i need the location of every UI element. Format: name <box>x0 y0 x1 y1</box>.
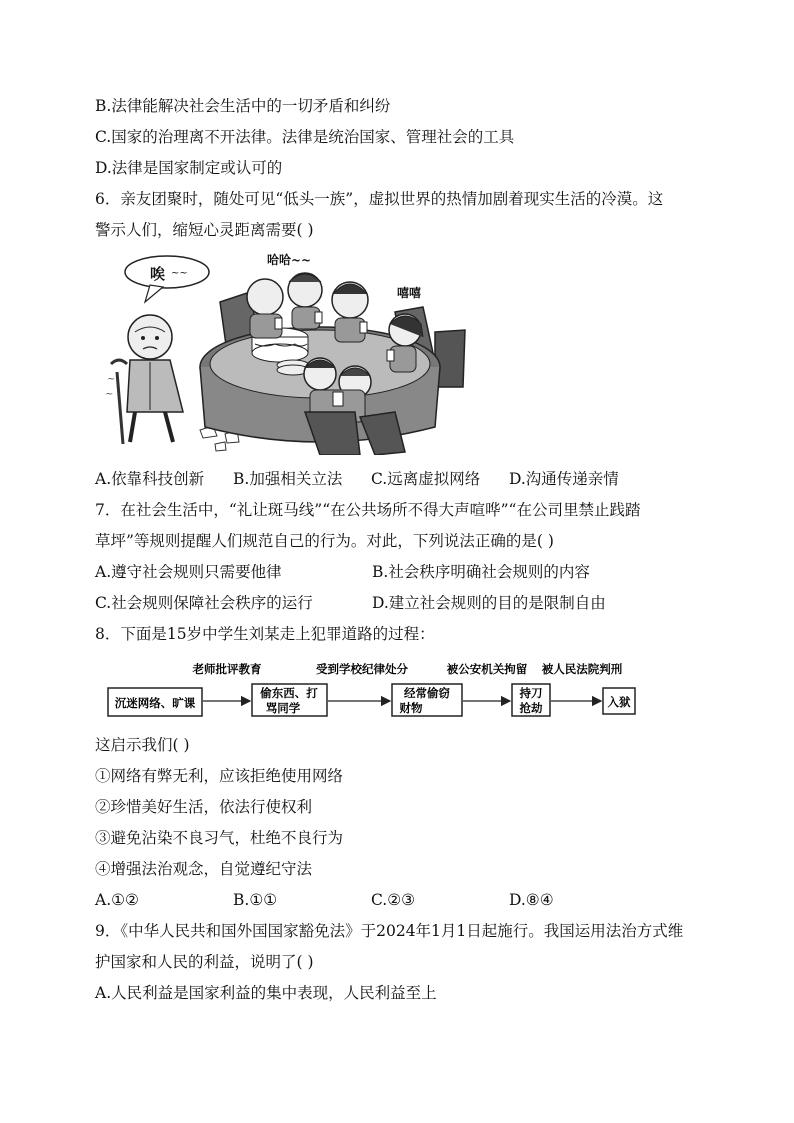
q6-option-a[interactable]: A.依靠科技创新 <box>95 470 205 488</box>
q7-stem-line2: 草坪”等规则提醒人们规范自己的行为。对此，下列说法正确的是( ) <box>95 532 554 550</box>
q6-option-d[interactable]: D.沟通传递亲情 <box>509 470 619 488</box>
q9-option-a[interactable]: A.人民利益是国家利益的集中表现，人民利益至上 <box>95 984 437 1002</box>
q8-statement-1: ①网络有弊无利，应该拒绝使用网络 <box>95 767 344 785</box>
q7-option-a[interactable]: A.遵守社会规则只需要他律 <box>95 563 282 581</box>
q5-option-c: C.国家的治理离不开法律。法律是统治国家、管理社会的工具 <box>95 128 515 146</box>
svg-text:~: ~ <box>107 374 116 385</box>
q8-prompt: 这启示我们( ) <box>95 736 190 754</box>
q6-stem-line2: 警示人们，缩短心灵距离需要( ) <box>95 221 314 239</box>
flow-arrow-label-4: 被人民法院判刑 <box>541 662 623 676</box>
speech-xixi: 嘻嘻 <box>397 286 422 300</box>
q9-stem-line2: 护国家和人民的利益，说明了( ) <box>95 953 314 971</box>
flow-stage-3-line2: 财物 <box>399 701 423 715</box>
q5-option-b: B.法律能解决社会生活中的一切矛盾和纠纷 <box>95 97 391 115</box>
q7-stem-line1: 7．在社会生活中，“礼让斑马线”“在公共场所不得大声喧哗”“在公司里禁止践踏 <box>95 501 641 519</box>
flow-stage-3-line1: 经常偷窃 <box>404 686 450 700</box>
flow-arrow-label-2: 受到学校纪律处分 <box>316 662 408 676</box>
q5-option-d: D.法律是国家制定或认可的 <box>95 159 283 177</box>
q8-statement-3: ③避免沾染不良习气，杜绝不良行为 <box>95 829 344 847</box>
q8-stem: 8．下面是15岁中学生刘某走上犯罪道路的过程： <box>95 625 435 643</box>
q6-option-c[interactable]: C.远离虚拟网络 <box>371 470 481 488</box>
q9-stem-line1: 9．《中华人民共和国外国国家豁免法》于2024年1月1日起施行。我国运用法治方式维 <box>95 922 684 940</box>
crime-path-flowchart <box>107 658 637 718</box>
q8-statement-4: ④增强法治观念，自觉遵纪守法 <box>95 860 313 878</box>
q8-options <box>95 889 554 911</box>
q7-option-c[interactable]: C.社会规则保障社会秩序的运行 <box>95 594 313 612</box>
q7-option-d[interactable]: D.建立社会规则的目的是限制自由 <box>372 594 606 612</box>
flow-stage-4-line2: 抢劫 <box>519 701 543 715</box>
cartoon-family-dinner-illustration <box>105 252 470 455</box>
q6-options <box>95 468 619 490</box>
q8-option-c[interactable]: C.②③ <box>371 891 416 909</box>
flow-stage-2-line2: 骂同学 <box>265 701 301 715</box>
q8-option-b[interactable]: B.①① <box>233 891 278 909</box>
q8-option-d[interactable]: D.⑧④ <box>509 891 554 909</box>
q6-stem-line1: 6．亲友团聚时，随处可见“低头一族”，虚拟世界的热情加剧着现实生活的冷漠。这 <box>95 190 664 208</box>
flow-stage-1: 沉迷网络、旷课 <box>114 696 196 710</box>
q6-option-b[interactable]: B.加强相关立法 <box>233 470 343 488</box>
speech-haha: 哈哈~~ <box>267 253 312 267</box>
q8-option-a[interactable]: A.①② <box>95 891 139 909</box>
flow-stage-5: 入狱 <box>607 695 631 709</box>
q7-option-b[interactable]: B.社会秩序明确社会规则的内容 <box>372 563 590 581</box>
flow-arrow-label-3: 被公安机关拘留 <box>446 662 528 676</box>
flow-stage-2-line1: 偷东西、打 <box>260 686 318 700</box>
svg-text:~: ~ <box>105 389 114 400</box>
flow-arrow-label-1: 老师批评教育 <box>192 662 262 676</box>
flow-stage-4-line1: 持刀 <box>519 686 543 700</box>
speech-bubble-sigh: 唉 <box>150 265 166 283</box>
q8-statement-2: ②珍惜美好生活，依法行使权利 <box>95 798 313 816</box>
speech-bubble-sigh-tail: ~~ <box>171 268 188 279</box>
